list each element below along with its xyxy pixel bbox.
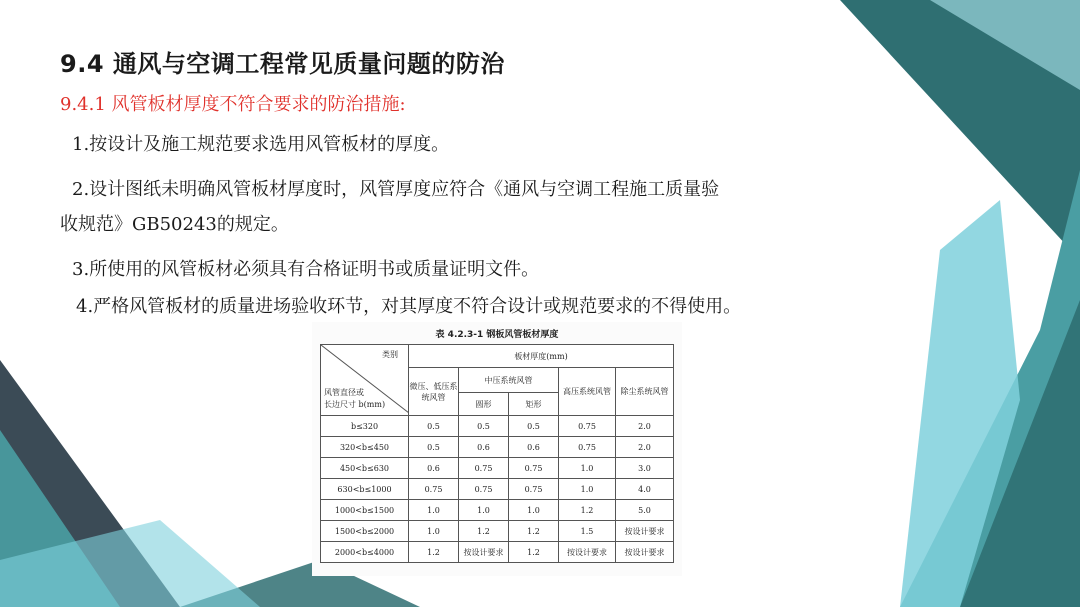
diag-size-line-1: 风管直径或 bbox=[324, 388, 364, 397]
steel-duct-thickness-table bbox=[320, 344, 674, 563]
cell-size: b≤320 bbox=[321, 416, 409, 437]
cell-dust: 2.0 bbox=[616, 416, 674, 437]
table-caption: 表 4.2.3-1 钢板风管板材厚度 bbox=[435, 330, 559, 340]
cell-dust: 2.0 bbox=[616, 437, 674, 458]
cell-low: 0.6 bbox=[409, 458, 459, 479]
cell-round: 1.0 bbox=[459, 500, 509, 521]
cell-low: 0.75 bbox=[409, 479, 459, 500]
col-mid-rect: 矩形 bbox=[509, 393, 559, 416]
cell-round: 1.2 bbox=[459, 521, 509, 542]
table-row bbox=[321, 479, 674, 500]
table-row bbox=[321, 416, 674, 437]
cell-rect: 1.2 bbox=[509, 542, 559, 563]
cell-round: 0.5 bbox=[459, 416, 509, 437]
col-low-pressure: 微压、低压系统风管 bbox=[409, 368, 459, 416]
cell-rect: 0.75 bbox=[509, 458, 559, 479]
cell-high: 1.5 bbox=[559, 521, 616, 542]
diag-category-label: 类别 bbox=[382, 350, 398, 359]
cell-rect: 1.0 bbox=[509, 500, 559, 521]
cell-size: 1000<b≤1500 bbox=[321, 500, 409, 521]
cell-round: 0.6 bbox=[459, 437, 509, 458]
cell-dust: 按设计要求 bbox=[616, 542, 674, 563]
cell-rect: 0.6 bbox=[509, 437, 559, 458]
cell-round: 0.75 bbox=[459, 479, 509, 500]
thickness-table-image bbox=[312, 322, 682, 576]
cell-low: 0.5 bbox=[409, 437, 459, 458]
diagonal-header-cell bbox=[321, 345, 409, 416]
table-row bbox=[321, 458, 674, 479]
cell-round: 按设计要求 bbox=[459, 542, 509, 563]
cell-size: 320<b≤450 bbox=[321, 437, 409, 458]
paragraph-3: 3.所使用的风管板材必须具有合格证明书或质量证明文件。 bbox=[72, 259, 540, 280]
cell-size: 1500<b≤2000 bbox=[321, 521, 409, 542]
table-row bbox=[321, 521, 674, 542]
cell-low: 0.5 bbox=[409, 416, 459, 437]
diag-size-line-2: 长边尺寸 b(mm) bbox=[324, 400, 386, 409]
col-dust-removal: 除尘系统风管 bbox=[616, 368, 674, 416]
paragraph-2-line-2: 收规范》GB50243的规定。 bbox=[60, 214, 289, 235]
cell-high: 0.75 bbox=[559, 416, 616, 437]
cell-rect: 1.2 bbox=[509, 521, 559, 542]
cell-dust: 3.0 bbox=[616, 458, 674, 479]
cell-round: 0.75 bbox=[459, 458, 509, 479]
col-mid-pressure-group: 中压系统风管 bbox=[459, 368, 559, 393]
cell-high: 0.75 bbox=[559, 437, 616, 458]
paragraph-1: 1.按设计及施工规范要求选用风管板材的厚度。 bbox=[72, 134, 450, 155]
col-mid-round: 圆形 bbox=[459, 393, 509, 416]
paragraph-2-line-1: 2.设计图纸未明确风管板材厚度时，风管厚度应符合《通风与空调工程施工质量验 bbox=[72, 179, 720, 200]
diag-size-label bbox=[324, 387, 385, 411]
cell-low: 1.0 bbox=[409, 500, 459, 521]
thickness-group-header: 板材厚度(mm) bbox=[409, 345, 674, 368]
cell-low: 1.2 bbox=[409, 542, 459, 563]
table-row bbox=[321, 437, 674, 458]
cell-size: 2000<b≤4000 bbox=[321, 542, 409, 563]
table-row bbox=[321, 500, 674, 521]
cell-low: 1.0 bbox=[409, 521, 459, 542]
section-subtitle: 9.4.1 风管板材厚度不符合要求的防治措施: bbox=[60, 94, 406, 115]
table-row bbox=[321, 542, 674, 563]
col-high-pressure: 高压系统风管 bbox=[559, 368, 616, 416]
cell-rect: 0.5 bbox=[509, 416, 559, 437]
cell-rect: 0.75 bbox=[509, 479, 559, 500]
cell-high: 1.0 bbox=[559, 479, 616, 500]
cell-high: 1.0 bbox=[559, 458, 616, 479]
cell-size: 630<b≤1000 bbox=[321, 479, 409, 500]
cell-size: 450<b≤630 bbox=[321, 458, 409, 479]
cell-high: 1.2 bbox=[559, 500, 616, 521]
cell-high: 按设计要求 bbox=[559, 542, 616, 563]
cell-dust: 4.0 bbox=[616, 479, 674, 500]
page-title: 9.4 通风与空调工程常见质量问题的防治 bbox=[60, 50, 505, 78]
paragraph-4: 4.严格风管板材的质量进场验收环节，对其厚度不符合设计或规范要求的不得使用。 bbox=[76, 296, 742, 317]
cell-dust: 5.0 bbox=[616, 500, 674, 521]
cell-dust: 按设计要求 bbox=[616, 521, 674, 542]
